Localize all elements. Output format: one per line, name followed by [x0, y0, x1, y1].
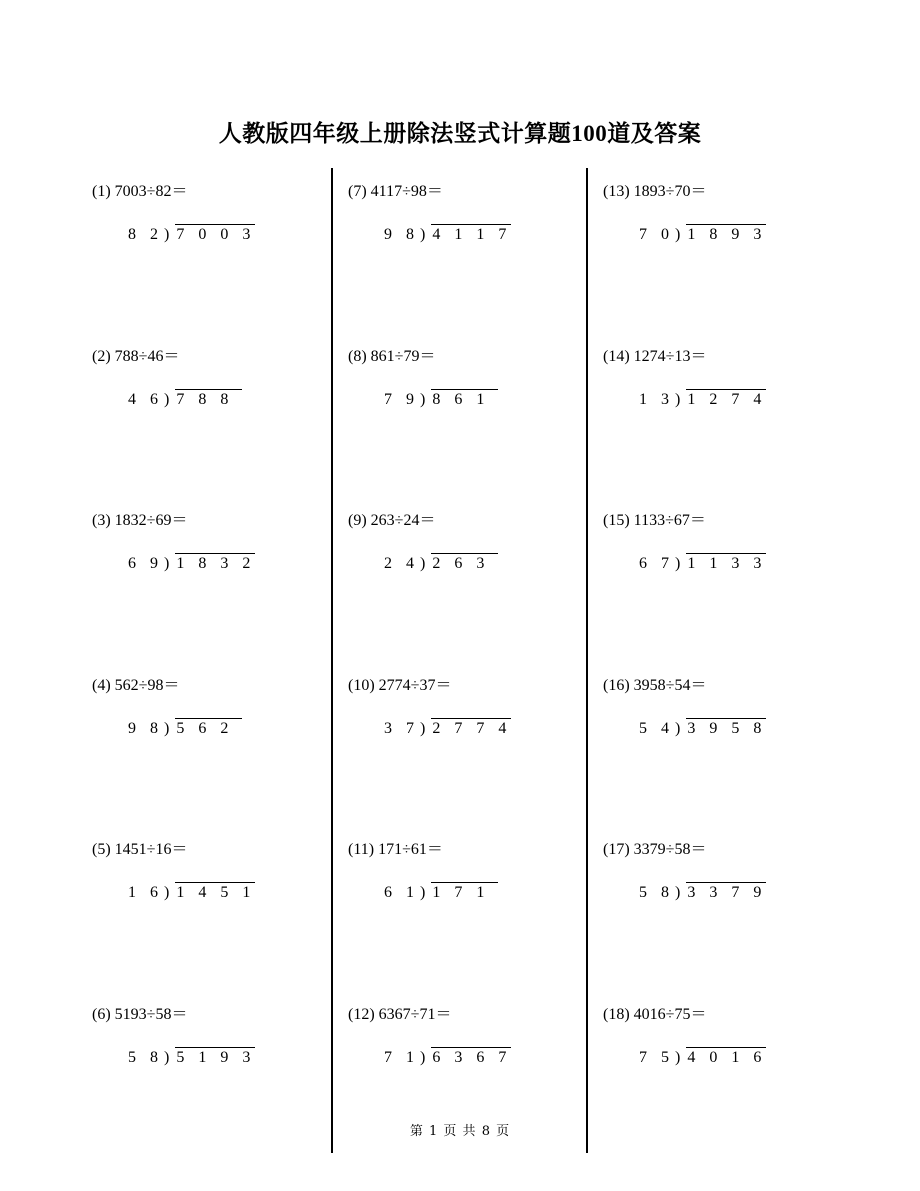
- problem-label: (17) 3379÷58＝: [603, 841, 707, 858]
- long-division-setup: [128, 555, 255, 577]
- division-problem: [348, 662, 588, 762]
- division-bracket: ): [420, 884, 426, 901]
- long-division-setup: [639, 720, 766, 742]
- division-problem: [603, 168, 843, 268]
- division-problem: [92, 497, 332, 597]
- divisor: 1 3: [639, 390, 674, 408]
- dividend: 2 6 3: [431, 553, 498, 573]
- division-bracket: ): [675, 719, 681, 737]
- page-footer: 第 1 页 共 8 页: [409, 1124, 511, 1139]
- problem-label: (6) 5193÷58＝: [92, 1005, 188, 1023]
- problem-label: (16) 3958÷54＝: [603, 676, 707, 694]
- long-division-setup: [384, 391, 498, 413]
- divisor: 7 0: [639, 226, 674, 243]
- long-division-setup: [639, 391, 766, 413]
- division-bracket: ): [675, 226, 681, 243]
- long-division-setup: [128, 720, 242, 742]
- division-problem: [92, 826, 332, 926]
- long-division-setup: [639, 555, 766, 577]
- long-division-setup: [384, 555, 498, 577]
- divisor: 2 4: [384, 555, 419, 572]
- long-division-setup: [128, 884, 255, 906]
- long-division-setup: [128, 1049, 255, 1071]
- division-problem: [92, 662, 332, 762]
- division-bracket: ): [675, 390, 681, 408]
- problem-label: (14) 1274÷13＝: [603, 347, 707, 365]
- division-bracket: ): [675, 555, 681, 572]
- dividend: 1 1 3 3: [687, 555, 767, 572]
- problem-label: (10) 2774÷37＝: [348, 676, 452, 694]
- division-bracket: ): [420, 555, 426, 572]
- divisor: 4 6: [128, 390, 163, 408]
- divisor: 7 5: [639, 1048, 674, 1066]
- page-title: 人教版四年级上册除法竖式计算题100道及答案: [218, 121, 702, 146]
- division-bracket: ): [420, 390, 426, 408]
- division-bracket: ): [675, 884, 681, 901]
- problem-label: (7) 4117÷98＝: [348, 183, 443, 200]
- problem-label: (8) 861÷79＝: [348, 347, 436, 365]
- dividend: 1 8 9 3: [687, 226, 767, 243]
- long-division-setup: [384, 1049, 511, 1071]
- long-division-setup: [384, 884, 498, 906]
- division-problem: [348, 333, 588, 433]
- division-problem: [348, 826, 588, 926]
- problem-label: (2) 788÷46＝: [92, 347, 180, 365]
- long-division-setup: [128, 391, 242, 413]
- dividend: 4 0 1 6: [687, 1048, 767, 1066]
- divisor: 7 1: [384, 1048, 419, 1066]
- dividend: 6 3 6 7: [432, 1048, 512, 1066]
- dividend: 5 1 9 3: [176, 1048, 256, 1066]
- divisor: 1 6: [128, 884, 163, 901]
- division-bracket: ): [164, 884, 170, 901]
- divisor: 3 7: [384, 719, 419, 737]
- divisor: 9 8: [128, 719, 163, 737]
- problem-label: (18) 4016÷75＝: [603, 1005, 707, 1023]
- divisor: 6 1: [384, 884, 419, 901]
- long-division-setup: [384, 720, 511, 742]
- dividend: 1 2 7 4: [687, 390, 767, 408]
- division-bracket: ): [164, 555, 170, 572]
- divisor: 6 7: [639, 555, 674, 572]
- division-bracket: ): [164, 1048, 170, 1066]
- division-bracket: ): [420, 1048, 426, 1066]
- divisor: 8 2: [128, 226, 163, 243]
- dividend: 1 8 3 2: [176, 555, 256, 572]
- long-division-setup: [128, 226, 255, 248]
- problem-label: (9) 263÷24＝: [348, 512, 436, 529]
- divisor: 5 8: [639, 884, 674, 901]
- division-bracket: ): [420, 226, 426, 243]
- dividend: 4 1 1 7: [432, 226, 512, 243]
- divisor: 5 4: [639, 719, 674, 737]
- long-division-setup: [384, 226, 511, 248]
- division-bracket: ): [164, 719, 170, 737]
- division-problem: [92, 991, 332, 1091]
- problem-label: (5) 1451÷16＝: [92, 841, 188, 858]
- division-bracket: ): [164, 390, 170, 408]
- division-problem: [603, 991, 843, 1091]
- division-problem: [603, 333, 843, 433]
- problem-label: (11) 171÷61＝: [348, 841, 443, 858]
- problem-label: (4) 562÷98＝: [92, 676, 180, 694]
- dividend: 1 4 5 1: [176, 884, 256, 901]
- dividend: 7 0 0 3: [176, 226, 256, 243]
- division-bracket: ): [420, 719, 426, 737]
- long-division-setup: [639, 884, 766, 906]
- problem-label: (1) 7003÷82＝: [92, 183, 188, 200]
- dividend: 7 8 8: [175, 389, 242, 409]
- division-problem: [603, 826, 843, 926]
- divisor: 7 9: [384, 390, 419, 408]
- division-problem: [348, 497, 588, 597]
- divisor: 9 8: [384, 226, 419, 243]
- dividend: 5 6 2: [175, 718, 242, 738]
- dividend: 1 7 1: [431, 882, 498, 902]
- division-problem: [92, 168, 332, 268]
- division-bracket: ): [164, 226, 170, 243]
- long-division-setup: [639, 226, 766, 248]
- divisor: 6 9: [128, 555, 163, 572]
- problem-label: (12) 6367÷71＝: [348, 1005, 452, 1023]
- division-problem: [603, 662, 843, 762]
- division-problem: [348, 168, 588, 268]
- dividend: 2 7 7 4: [432, 719, 512, 737]
- problem-label: (15) 1133÷67＝: [603, 512, 706, 529]
- problem-label: (3) 1832÷69＝: [92, 512, 188, 529]
- divisor: 5 8: [128, 1048, 163, 1066]
- dividend: 8 6 1: [431, 389, 498, 409]
- dividend: 3 3 7 9: [687, 884, 767, 901]
- division-problem: [92, 333, 332, 433]
- dividend: 3 9 5 8: [687, 719, 767, 737]
- division-problem: [603, 497, 843, 597]
- division-problem: [348, 991, 588, 1091]
- division-bracket: ): [675, 1048, 681, 1066]
- long-division-setup: [639, 1049, 766, 1071]
- problem-label: (13) 1893÷70＝: [603, 183, 707, 200]
